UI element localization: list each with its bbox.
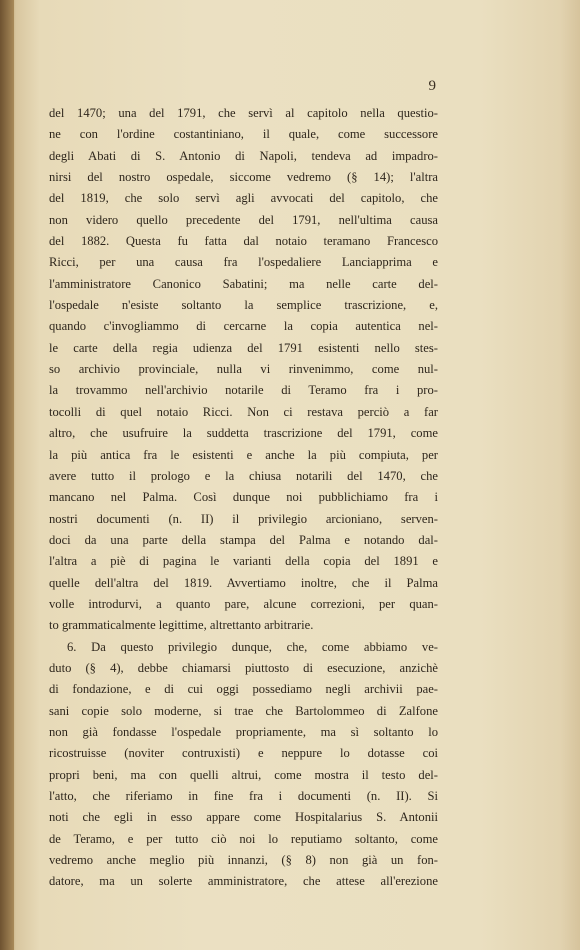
text-line: nostri documenti (n. II) il privilegio arcioniano, serven- bbox=[49, 511, 438, 526]
body-text bbox=[49, 103, 438, 893]
text-line: del 1882. Questa fu fatta dal notaio teramano Francesco bbox=[49, 234, 438, 249]
text-line: di fondazione, e di cui oggi possediamo negli archivii pae- bbox=[49, 682, 438, 697]
text-line: ricostruisse (noviter contruxisti) e neppure lo dotasse coi bbox=[49, 746, 438, 761]
text-line: altro, che usufruire la suddetta trascrizione del 1791, come bbox=[49, 426, 438, 441]
text-line: l'atto, che riferiamo in fine fra i documenti (n. II). Si bbox=[49, 789, 438, 803]
text-line: la trovammo nell'archivio notarile di Teramo fra i pro- bbox=[49, 383, 438, 398]
text-line: volle introdurvi, a quanto pare, alcune correzioni, per quan- bbox=[49, 596, 438, 611]
text-line: datore, ma un solerte amministratore, che attese all'erezione bbox=[49, 874, 438, 889]
text-line: de Teramo, e per tutto ciò noi lo reputiamo soltanto, come bbox=[49, 831, 438, 846]
text-line: so archivio provinciale, nulla vi rinvenimmo, come nul- bbox=[49, 362, 438, 377]
text-line: l'amministratore Canonico Sabatini; ma nelle carte del- bbox=[49, 276, 438, 291]
text-line: to grammaticalmente legittime, altrettanto arbitrarie. bbox=[49, 618, 314, 633]
paragraph bbox=[49, 637, 438, 893]
text-line: quelle dell'altra del 1819. Avvertiamo inoltre, che il Palma bbox=[49, 575, 438, 590]
text-line: doci da una parte della stampa del Palma e notando dal- bbox=[49, 532, 438, 547]
text-line: sani copie solo moderne, si trae che Bartolommeo di Zalfone bbox=[49, 703, 438, 718]
text-line: 6. Da questo privilegio dunque, che, come abbiamo ve- bbox=[67, 639, 438, 654]
text-line: avere tutto il prologo e la chiusa notarili del 1470, che bbox=[49, 468, 438, 483]
page-number: 9 bbox=[428, 78, 436, 94]
text-line: non già fondasse l'ospedale propriamente, ma sì soltanto lo bbox=[49, 724, 438, 739]
text-line: Ricci, per una causa fra l'ospedaliere Lanciapprima e bbox=[49, 255, 438, 270]
text-line: mancano nel Palma. Così dunque noi pubblichiamo fra i bbox=[49, 490, 438, 505]
text-line: del 1819, che solo servì agli avvocati del capitolo, che bbox=[49, 191, 438, 206]
text-line: vedremo anche meglio più innanzi, (§ 8) non già un fon- bbox=[49, 853, 438, 868]
text-line: l'altra a piè di pagina le varianti della copia del 1891 e bbox=[49, 554, 438, 569]
text-line: del 1470; una del 1791, che servì al capitolo nella questio- bbox=[49, 106, 438, 120]
text-line: l'ospedale n'esiste soltanto la semplice trascrizione, e, bbox=[49, 298, 438, 313]
text-line: propri beni, ma con quelli altrui, come mostra il testo del- bbox=[49, 767, 438, 782]
text-line: la più antica fra le esistenti e anche la più compiuta, per bbox=[49, 447, 438, 462]
text-line: non videro quello precedente del 1791, nell'ultima causa bbox=[49, 212, 438, 227]
text-line: ne con l'ordine costantiniano, il quale, come successore bbox=[49, 127, 438, 142]
text-line: le carte della regia udienza del 1791 esistenti nello stes- bbox=[49, 340, 438, 355]
text-line: duto (§ 4), debbe chiamarsi piuttosto di esecuzione, anzichè bbox=[49, 660, 438, 675]
text-line: quando c'invogliammo di cercarne la copia autentica nel- bbox=[49, 319, 438, 334]
text-line: degli Abati di S. Antonio di Napoli, tendeva ad impadro- bbox=[49, 148, 438, 163]
paragraph bbox=[49, 103, 438, 637]
text-line: noti che egli in esso appare come Hospitalarius S. Antonii bbox=[49, 810, 438, 825]
text-line: nirsi del nostro ospedale, siccome vedremo (§ 14); l'altra bbox=[49, 170, 438, 185]
binding-gutter bbox=[0, 0, 14, 950]
text-line: tocolli di quel notaio Ricci. Non ci restava perciò a far bbox=[49, 404, 438, 419]
